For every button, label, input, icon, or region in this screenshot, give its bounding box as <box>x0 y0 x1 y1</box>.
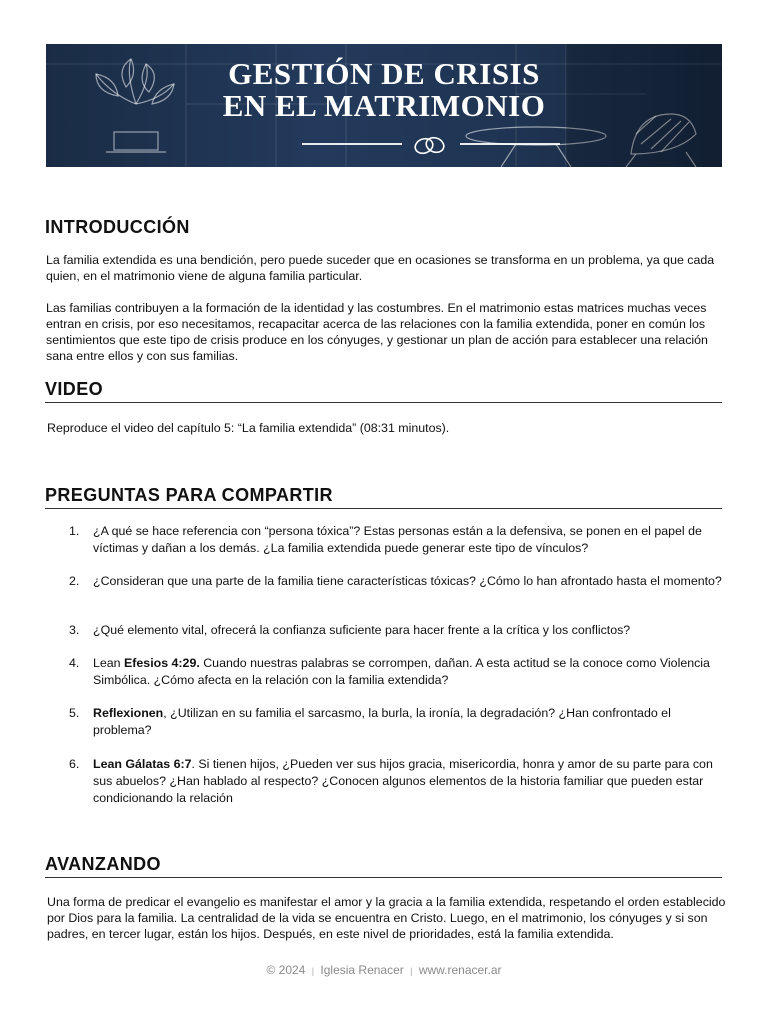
scripture-reference: Efesios 4:29. <box>124 656 200 670</box>
video-divider <box>45 402 722 403</box>
intro-heading: INTRODUCCIÓN <box>45 217 190 237</box>
question-body: Cuando nuestras palabras se corrompen, dañan. A esta actitud se la conoce como Violencia Simbólica. ¿Cómo afecta en la relación con la familia extendida? <box>93 656 710 687</box>
question-text: ¿Qué elemento vital, ofrecerá la confianza suficiente para hacer frente a la crítica y los conflictos? <box>93 623 631 637</box>
avanzando-paragraph: Una forma de predicar el evangelio es manifestar el amor y la gracia a la familia extendida, respetando el orden establecido por Dios para la familia. La centralidad de la vida se encuentra en Cristo. Luego, en el matrimonio, los cónyuges y si son padres, en tercer lugar, están los hijos. Después, en este nivel de prioridades, está la familia extendida. <box>47 895 726 941</box>
question-text: ¿A qué se hace referencia con “persona tóxica”? Estas personas están a la defensiva, se ponen en el papel de víctimas y dañan a los demás. ¿La familia extendida puede generar este tipo de vínculos? <box>93 524 702 555</box>
question-bold-lead: Reflexionen <box>93 706 164 720</box>
wedding-rings-icon <box>410 134 450 156</box>
page-footer <box>0 963 768 977</box>
footer-copyright: © 2024 <box>266 963 306 977</box>
question-text <box>93 705 723 739</box>
banner-title-line-1: GESTIÓN DE CRISIS <box>228 56 540 91</box>
question-body: , ¿Utilizan en su familia el sarcasmo, la burla, la ironía, la degradación? ¿Han confrontado el problema? <box>93 706 671 737</box>
footer-website-link[interactable]: www.renacer.ar <box>418 963 502 977</box>
question-number: 3. <box>69 623 80 637</box>
question-number: 6. <box>69 757 80 771</box>
question-text <box>93 756 723 807</box>
ornament-line-left <box>302 143 402 145</box>
ornament-line-right <box>460 143 560 145</box>
avanzando-heading: AVANZANDO <box>45 854 161 874</box>
avanzando-divider <box>45 877 722 878</box>
footer-organization: Iglesia Renacer <box>320 963 404 977</box>
scripture-reference: Lean Gálatas 6:7 <box>93 757 192 771</box>
intro-paragraph-2: Las familias contribuyen a la formación de la identidad y las costumbres. En el matrimonio estas matrices muchas veces entran en crisis, por eso necesitamos, recapacitar acerca de las relaciones con la familia extendida, poner en común los sentimientos que este tipo de crisis produce en los cónyuges, y gestionar un plan de acción para establecer una relación sana entre ellos y con sus familias. <box>46 301 708 363</box>
question-prefix: Lean <box>93 656 125 670</box>
question-number: 1. <box>69 524 80 538</box>
intro-paragraph-1: La familia extendida es una bendición, pero puede suceder que en ocasiones se transforma en un problema, ya que cada quien, en el matrimonio viene de alguna familia particular. <box>46 253 715 283</box>
question-text <box>93 655 723 689</box>
question-number: 4. <box>69 656 80 670</box>
header-banner <box>46 44 722 167</box>
video-heading: VIDEO <box>45 379 104 399</box>
questions-heading: PREGUNTAS PARA COMPARTIR <box>45 485 333 505</box>
question-body: . Si tienen hijos, ¿Pueden ver sus hijos gracia, misericordia, honra y amor de su parte para con sus abuelos? ¿Han hablado al respecto? ¿Conocen algunos elementos de la historia familiar que pueden estar condicionando la relación <box>93 757 713 805</box>
video-instruction: Reproduce el video del capítulo 5: “La familia extendida” (08:31 minutos). <box>47 421 450 435</box>
question-number: 2. <box>69 574 80 588</box>
banner-ornament <box>46 134 722 154</box>
questions-divider <box>45 508 722 509</box>
question-text: ¿Consideran que una parte de la familia tiene características tóxicas? ¿Cómo lo han afrontado hasta el momento? <box>93 574 722 588</box>
question-number: 5. <box>69 706 80 720</box>
banner-title-line-2: EN EL MATRIMONIO <box>222 88 546 123</box>
footer-separator: | <box>410 966 413 976</box>
footer-separator: | <box>311 966 315 976</box>
